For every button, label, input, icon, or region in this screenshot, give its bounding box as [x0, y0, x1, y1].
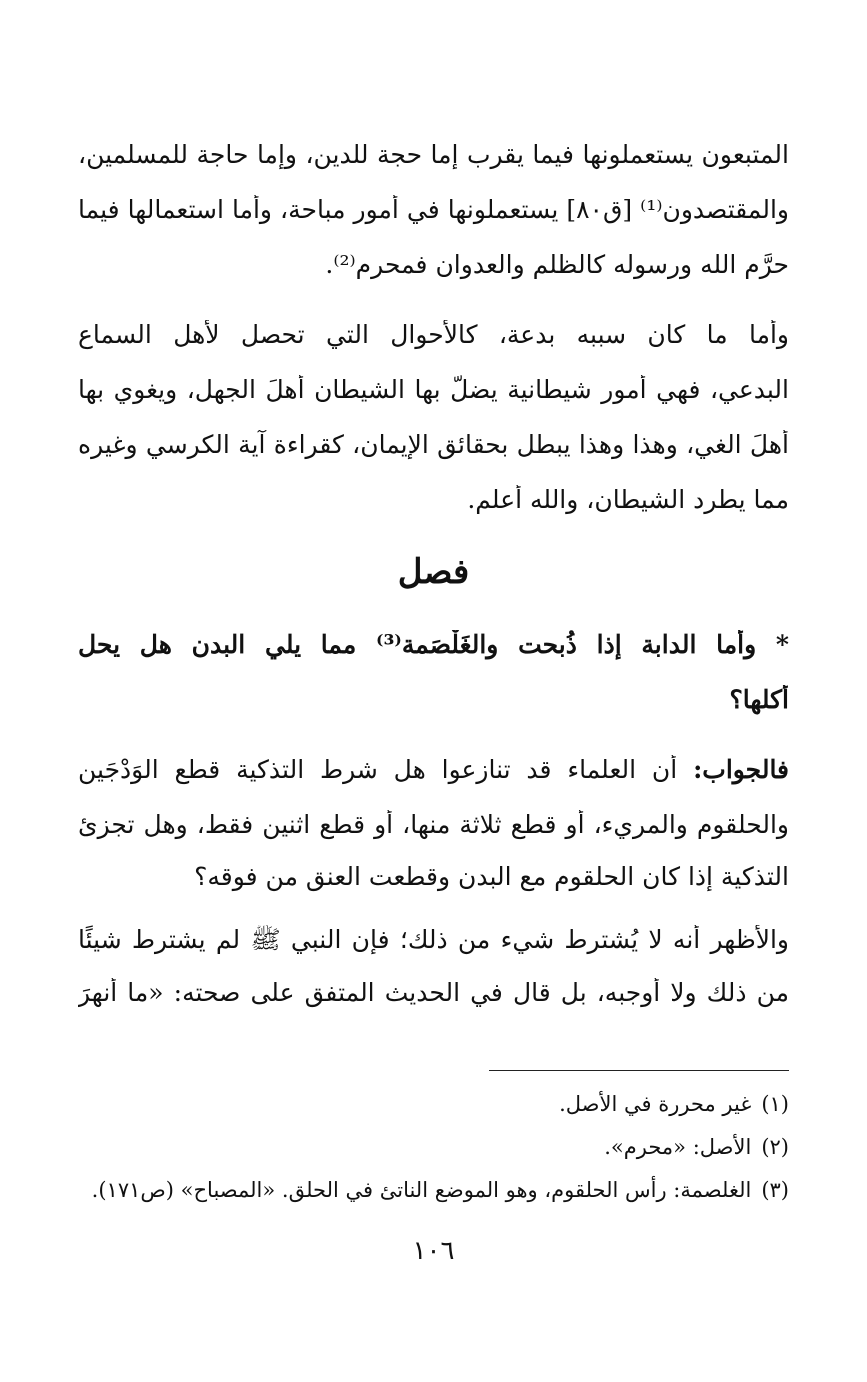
- footnote-2-number: (٢): [761, 1135, 789, 1159]
- answer-line-2: والحلقوم والمريء، أو قطع ثلاثة منها، أو قطع اثنين فقط، وهل تجزئ: [78, 810, 789, 839]
- paragraph-2-line-4: مما يطرد الشيطان، والله أعلم.: [467, 485, 789, 514]
- paragraph-3-line-1: والأظهر أنه لا يُشترط شيء من ذلك؛ فإن النبي ﷺ لم يشترط شيئًا: [78, 925, 789, 954]
- paragraph-2-line-3: أهلَ الغي، وهذا وهذا يبطل بحقائق الإيمان، كقراءة آية الكرسي وغيره: [78, 430, 789, 459]
- paragraph-2-line-2: البدعي، فهي أمور شيطانية يضلّ بها الشيطان أهلَ الجهل، ويغوي بها: [78, 375, 789, 404]
- footnote-2-text: الأصل: «محرم».: [604, 1135, 752, 1159]
- question-line-1: * وأما الدابة إذا ذُبحت والغَلْصَمة⁽³⁾ مما يلي البدن هل يحل: [78, 630, 789, 659]
- paragraph-1-line-2: والمقتصدون⁽¹⁾ [ق٨٠] يستعملونها في أمور مباحة، وأما استعمالها فيما: [78, 195, 789, 224]
- paragraph-3-line-2: من ذلك ولا أوجبه، بل قال في الحديث المتفق على صحته: «ما أنهرَ: [78, 978, 789, 1007]
- answer-label: فالجواب:: [693, 755, 789, 784]
- footnote-3-text: الغلصمة: رأس الحلقوم، وهو الموضع الناتئ في الحلق. «المصباح» (ص١٧١).: [91, 1178, 752, 1202]
- page-number: ١٠٦: [412, 1236, 455, 1266]
- footnote-2: [78, 1133, 789, 1161]
- footnote-1-text: غير محررة في الأصل.: [559, 1092, 752, 1116]
- footnote-1-number: (١): [761, 1092, 789, 1116]
- answer-line-1-text: أن العلماء قد تنازعوا هل شرط التذكية قطع الوَدْجَين: [78, 755, 678, 784]
- paragraph-1-line-3: حرَّم الله ورسوله كالظلم والعدوان فمحرم⁽²⁾.: [325, 250, 789, 279]
- answer-line-1: [78, 755, 789, 785]
- paragraph-1-line-1: المتبعون يستعملونها فيما يقرب إما حجة للدين، وإما حاجة للمسلمين،: [78, 140, 789, 169]
- answer-line-3: التذكية إذا كان الحلقوم مع البدن وقطعت العنق من فوقه؟: [194, 862, 789, 891]
- footnote-3-number: (٣): [761, 1178, 789, 1202]
- section-heading: فصل: [397, 552, 470, 592]
- footnote-1: [78, 1090, 789, 1118]
- footnote-separator: [489, 1070, 789, 1071]
- question-line-2: أكلها؟: [729, 685, 789, 714]
- paragraph-2-line-1: وأما ما كان سببه بدعة، كالأحوال التي تحصل لأهل السماع: [78, 320, 789, 349]
- footnote-3: [78, 1176, 789, 1204]
